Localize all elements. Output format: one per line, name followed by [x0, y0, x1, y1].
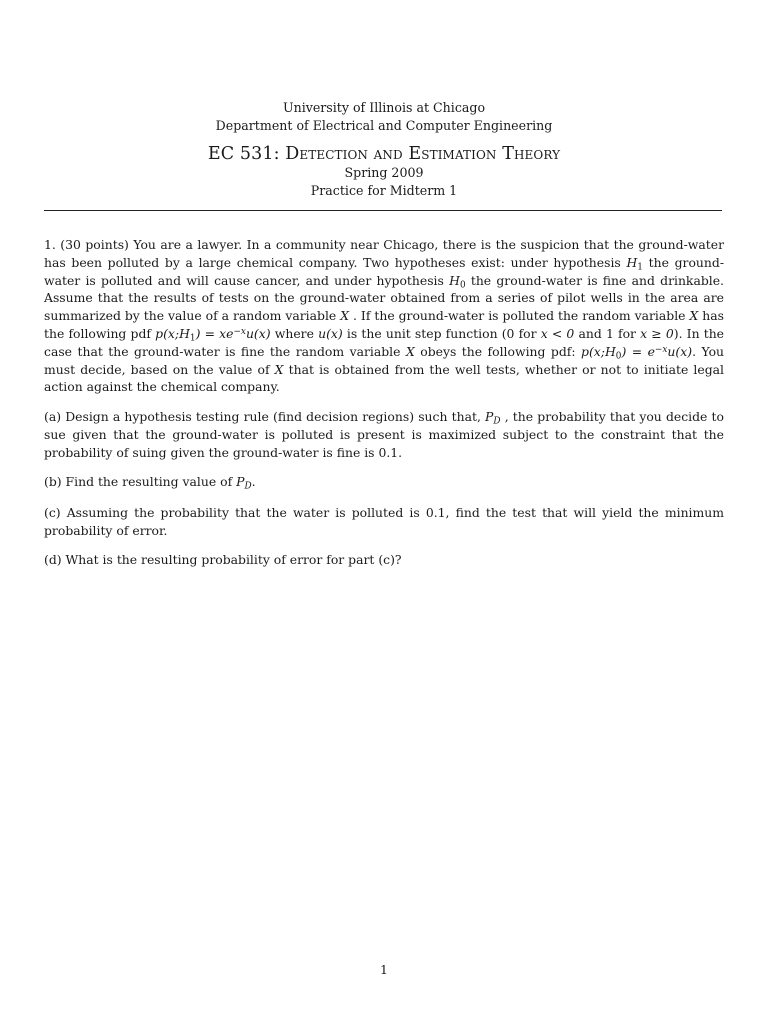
part-a: (a) Design a hypothesis testing rule (find decision regions) such that, $P_D$ , the probability that you decide to sue given that the ground-water is polluted is present is maximized subject to the constraint that the probability of suing given the ground-water is fine is 0.1.	[44, 409, 724, 460]
course-name: Detection and Estimation Theory	[285, 144, 561, 164]
part-c: (c) Assuming the probability that the water is polluted is 0.1, find the test that will yield the minimum probability of error.	[44, 505, 724, 538]
page-number: 1	[380, 962, 388, 977]
course-title	[0, 144, 768, 164]
exam-title: Practice for Midterm 1	[310, 183, 458, 198]
university-name: University of Illinois at Chicago	[282, 100, 486, 115]
part-d: (d) What is the resulting probability of error for part (c)?	[44, 552, 402, 567]
part-b: (b) Find the resulting value of $P_D$.	[44, 474, 256, 492]
header-divider	[44, 210, 722, 211]
term: Spring 2009	[344, 165, 424, 180]
course-code: EC 531:	[207, 144, 280, 164]
problem-statement: 1. (30 points) You are a lawyer. In a community near Chicago, there is the suspicion that the ground-water has been polluted by a large chemical company. Two hypotheses exist: under hypothesis $H_1$ the ground- water is polluted and will cause cancer, and under hypothesis $H_0$ the ground-water is fine and drinkable. Assume that the results of tests on the ground-water obtained from a series of pilot wells in the area are summarized by the value of a random variable X . If the ground-water is polluted the random variable X has the following pdf $p(x;H_1) = xe^{-x}u(x)$ where u(x) is the unit step function (0 for x < 0 and 1 for x ≥ 0). In the case that the ground-water is fine the random variable X obeys the following pdf: $p(x;H_0) = e^{-x}u(x)$. You must decide, based on the value of X that is obtained from the well tests, whether or not to initiate legal action against the chemical company.	[44, 237, 725, 395]
department-name: Department of Electrical and Computer Engineering	[215, 118, 553, 133]
